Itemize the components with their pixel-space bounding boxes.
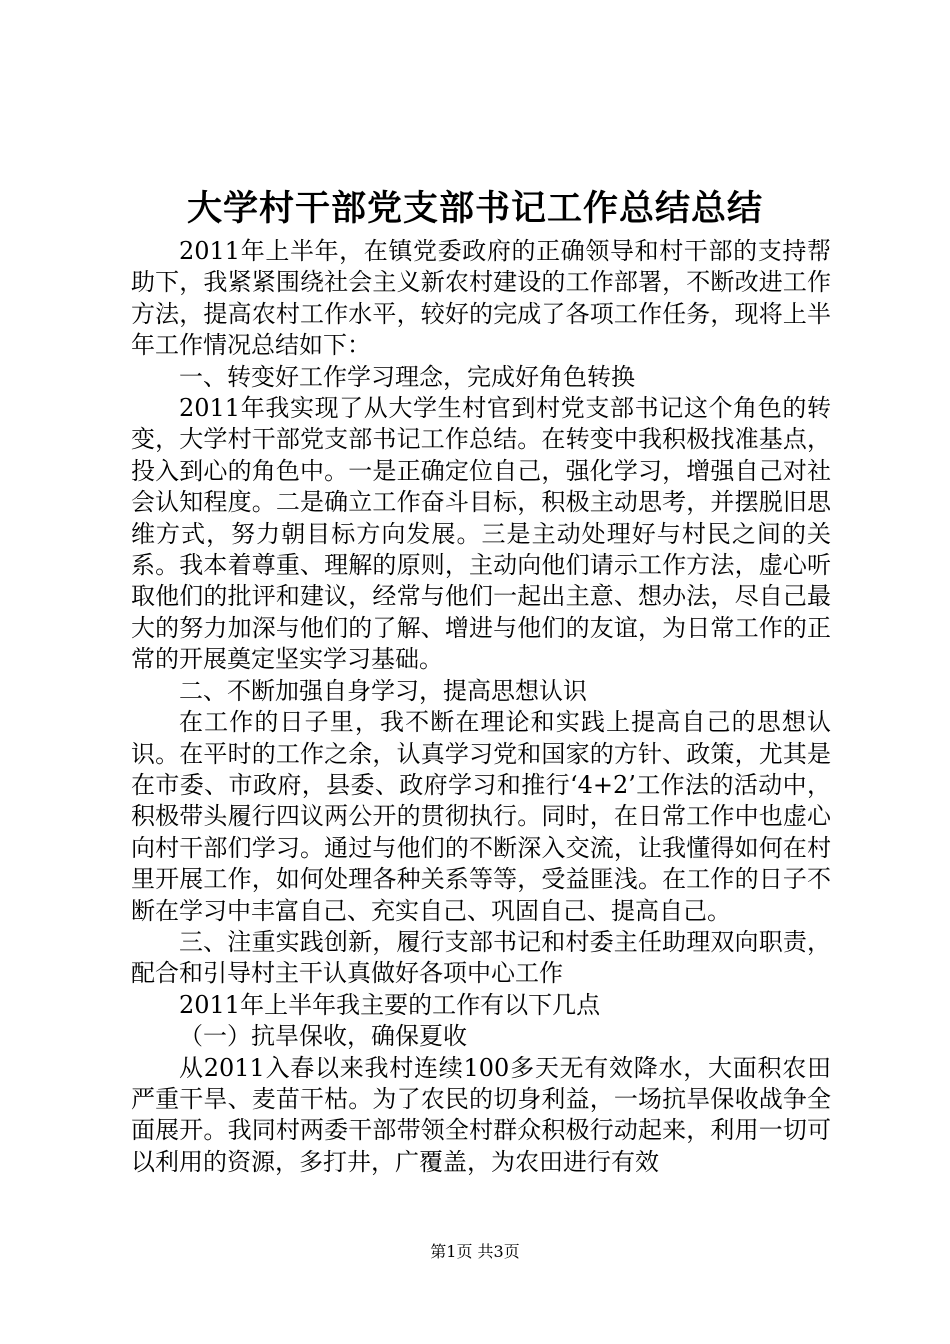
subsection-heading-1: （一）抗旱保收，确保夏收 bbox=[179, 1022, 467, 1051]
section-heading-1: 一、转变好工作学习理念，完成好角色转换 bbox=[179, 362, 635, 391]
section-heading-3: 三、注重实践创新，履行支部书记和村委主任助理双向职责，配合和引导村主干认真做好各项中心工作 bbox=[131, 927, 831, 988]
document-title: 大学村干部党支部书记工作总结总结 bbox=[186, 188, 763, 229]
paragraph-work-list-intro: 2011年上半年我主要的工作有以下几点 bbox=[179, 990, 601, 1019]
document-body bbox=[131, 236, 831, 1178]
paragraph-section-2: 在工作的日子里，我不断在理论和实践上提高自己的思想认识。在平时的工作之余，认真学习党和国家的方针、政策，尤其是在市委、市政府，县委、政府学习和推行‘4+2’工作法的活动中，积极带头履行四议两公开的贯彻执行。同时，在日常工作中也虚心向村干部们学习。通过与他们的不断深入交流，让我懂得如何在村里开展工作，如何处理各种关系等等，受益匪浅。在工作的日子不断在学习中丰富自己、充实自己、巩固自己、提高自己。 bbox=[131, 708, 831, 925]
paragraph-intro: 2011年上半年，在镇党委政府的正确领导和村干部的支持帮助下，我紧紧围绕社会主义新农村建设的工作部署，不断改进工作方法，提高农村工作水平，较好的完成了各项工作任务，现将上半年工作情况总结如下： bbox=[131, 237, 831, 360]
paragraph-section-1: 2011年我实现了从大学生村官到村党支部书记这个角色的转变，大学村干部党支部书记工作总结。在转变中我积极找准基点，投入到心的角色中。一是正确定位自己，强化学习，增强自己对社会认知程度。二是确立工作奋斗目标，积极主动思考，并摆脱旧思维方式，努力朝目标方向发展。三是主动处理好与村民之间的关系。我本着尊重、理解的原则，主动向他们请示工作方法，虚心听取他们的批评和建议，经常与他们一起出主意、想办法，尽自己最大的努力加深与他们的了解、增进与他们的友谊，为日常工作的正常的开展奠定坚实学习基础。 bbox=[131, 394, 831, 674]
paragraph-drought: 从2011入春以来我村连续100多天无有效降水，大面积农田严重干旱、麦苗干枯。为了农民的切身利益，一场抗旱保收战争全面展开。我同村两委干部带领全村群众积极行动起来，利用一切可以利用的资源，多打井，广覆盖，为农田进行有效 bbox=[131, 1053, 831, 1176]
page-footer: 第1页 共3页 bbox=[430, 1242, 520, 1261]
section-heading-2: 二、不断加强自身学习，提高思想认识 bbox=[179, 676, 587, 705]
